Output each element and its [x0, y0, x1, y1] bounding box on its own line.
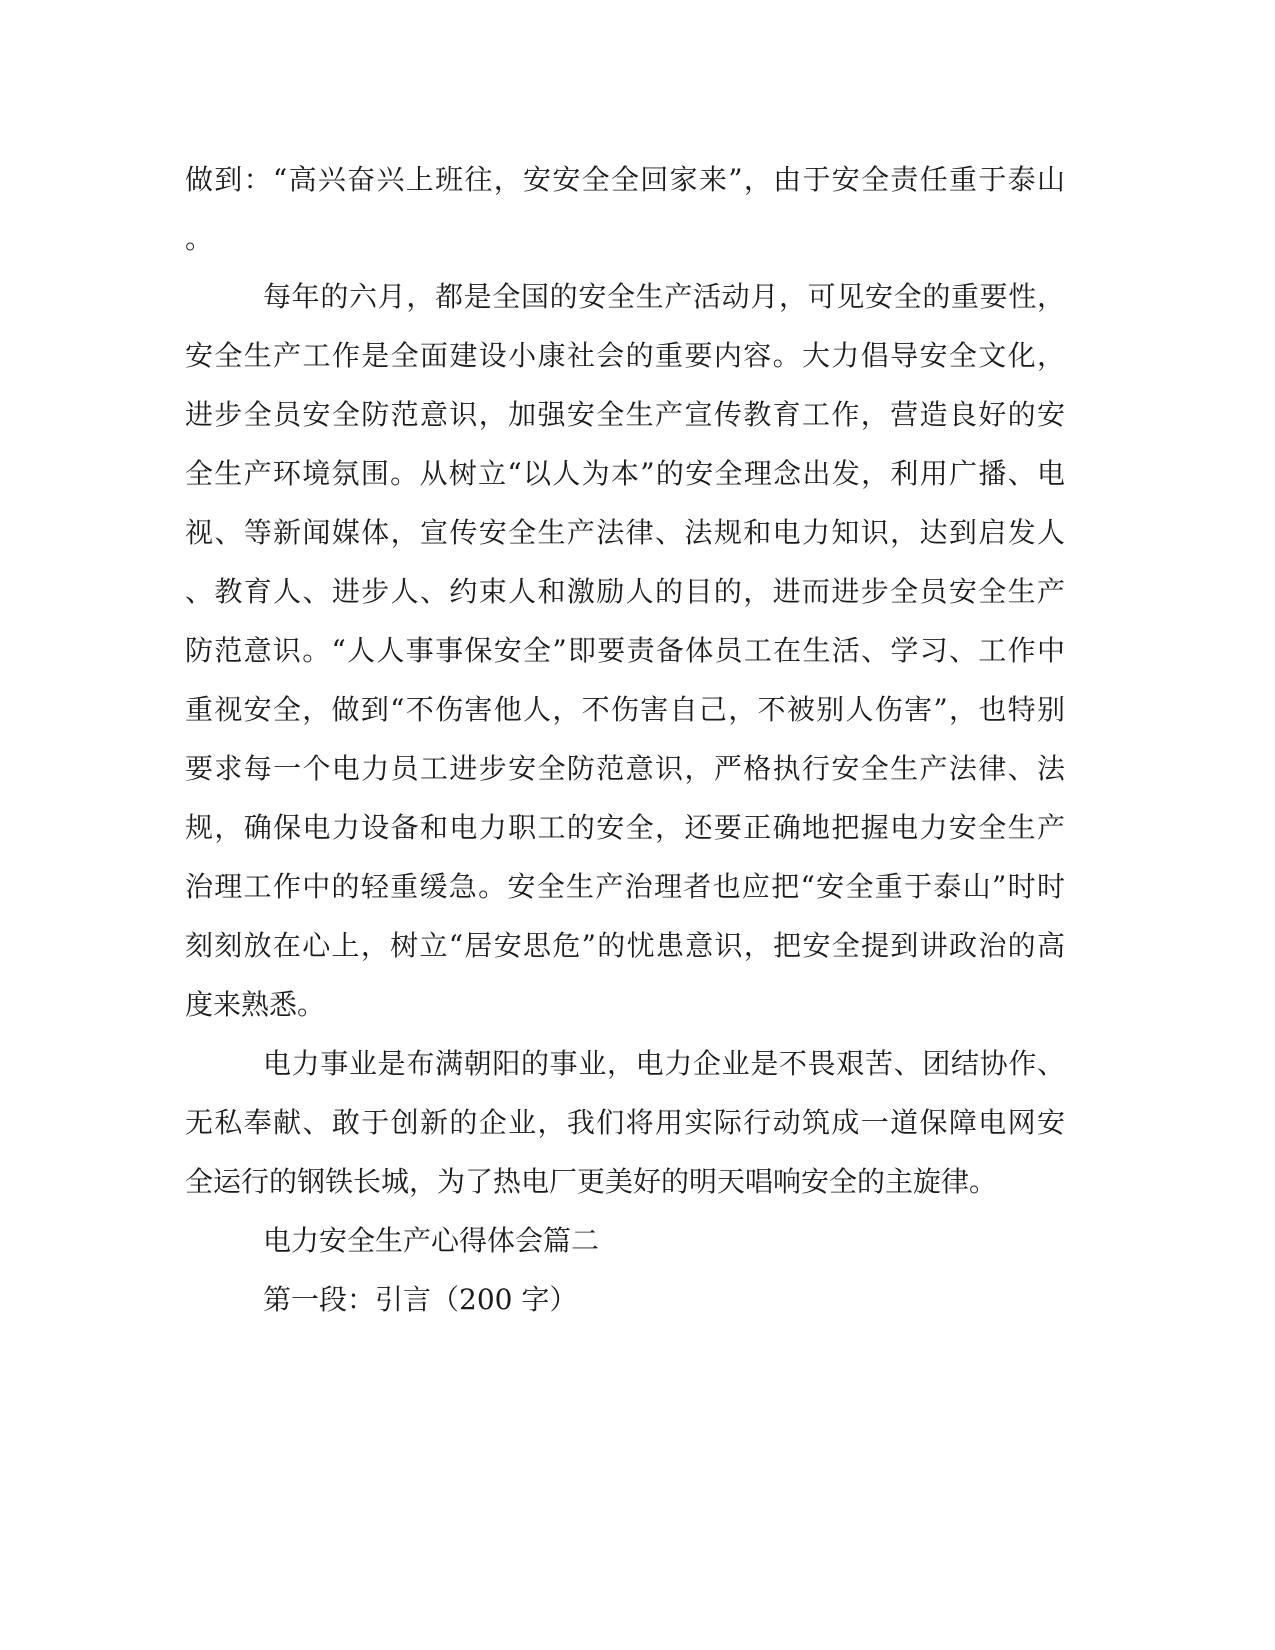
paragraph-first-line: 每年的六月，都是全国的安全生产活动月，可见安全的重要性，: [263, 280, 1065, 313]
text-line: 。: [185, 222, 214, 255]
text-line: 无私奉献、敢于创新的企业，我们将用实际行动筑成一道保障电网安: [185, 1106, 1065, 1139]
text-line: 做到：“高兴奋兴上班往，安安全全回家来”，由于安全责任重于泰山: [185, 163, 1065, 196]
text-line: 防范意识。“人人事事保安全”即要责备体员工在生活、学习、工作中: [185, 634, 1065, 667]
text-line: 刻刻放在心上，树立“居安思危”的忧患意识，把安全提到讲政治的高: [185, 929, 1065, 962]
text-line: 视、等新闻媒体，宣传安全生产法律、法规和电力知识，达到启发人: [185, 516, 1065, 549]
text-line: 要求每一个电力员工进步安全防范意识，严格执行安全生产法律、法: [185, 752, 1065, 785]
paragraph-first-line: 电力事业是布满朝阳的事业，电力企业是不畏艰苦、团结协作、: [263, 1047, 1065, 1080]
section-heading: 电力安全生产心得体会篇二: [263, 1224, 600, 1257]
subsection-heading: 第一段：引言（200 字）: [263, 1283, 578, 1316]
text-line: 度来熟悉。: [185, 988, 326, 1021]
text-line: 全运行的钢铁长城，为了热电厂更美好的明天唱响安全的主旋律。: [185, 1165, 998, 1198]
text-line: 进步全员安全防范意识，加强安全生产宣传教育工作，营造良好的安: [185, 398, 1065, 431]
text-line: 、教育人、进步人、约束人和激励人的目的，进而进步全员安全生产: [185, 575, 1065, 608]
text-line: 治理工作中的轻重缓急。安全生产治理者也应把“安全重于泰山”时时: [185, 870, 1065, 903]
text-line: 规，确保电力设备和电力职工的安全，还要正确地把握电力安全生产: [185, 811, 1065, 844]
text-line: 安全生产工作是全面建设小康社会的重要内容。大力倡导安全文化，: [185, 339, 1065, 372]
text-line: 全生产环境氛围。从树立“以人为本”的安全理念出发，利用广播、电: [185, 457, 1065, 490]
text-line: 重视安全，做到“不伤害他人，不伤害自己，不被别人伤害”，也特别: [185, 693, 1065, 726]
